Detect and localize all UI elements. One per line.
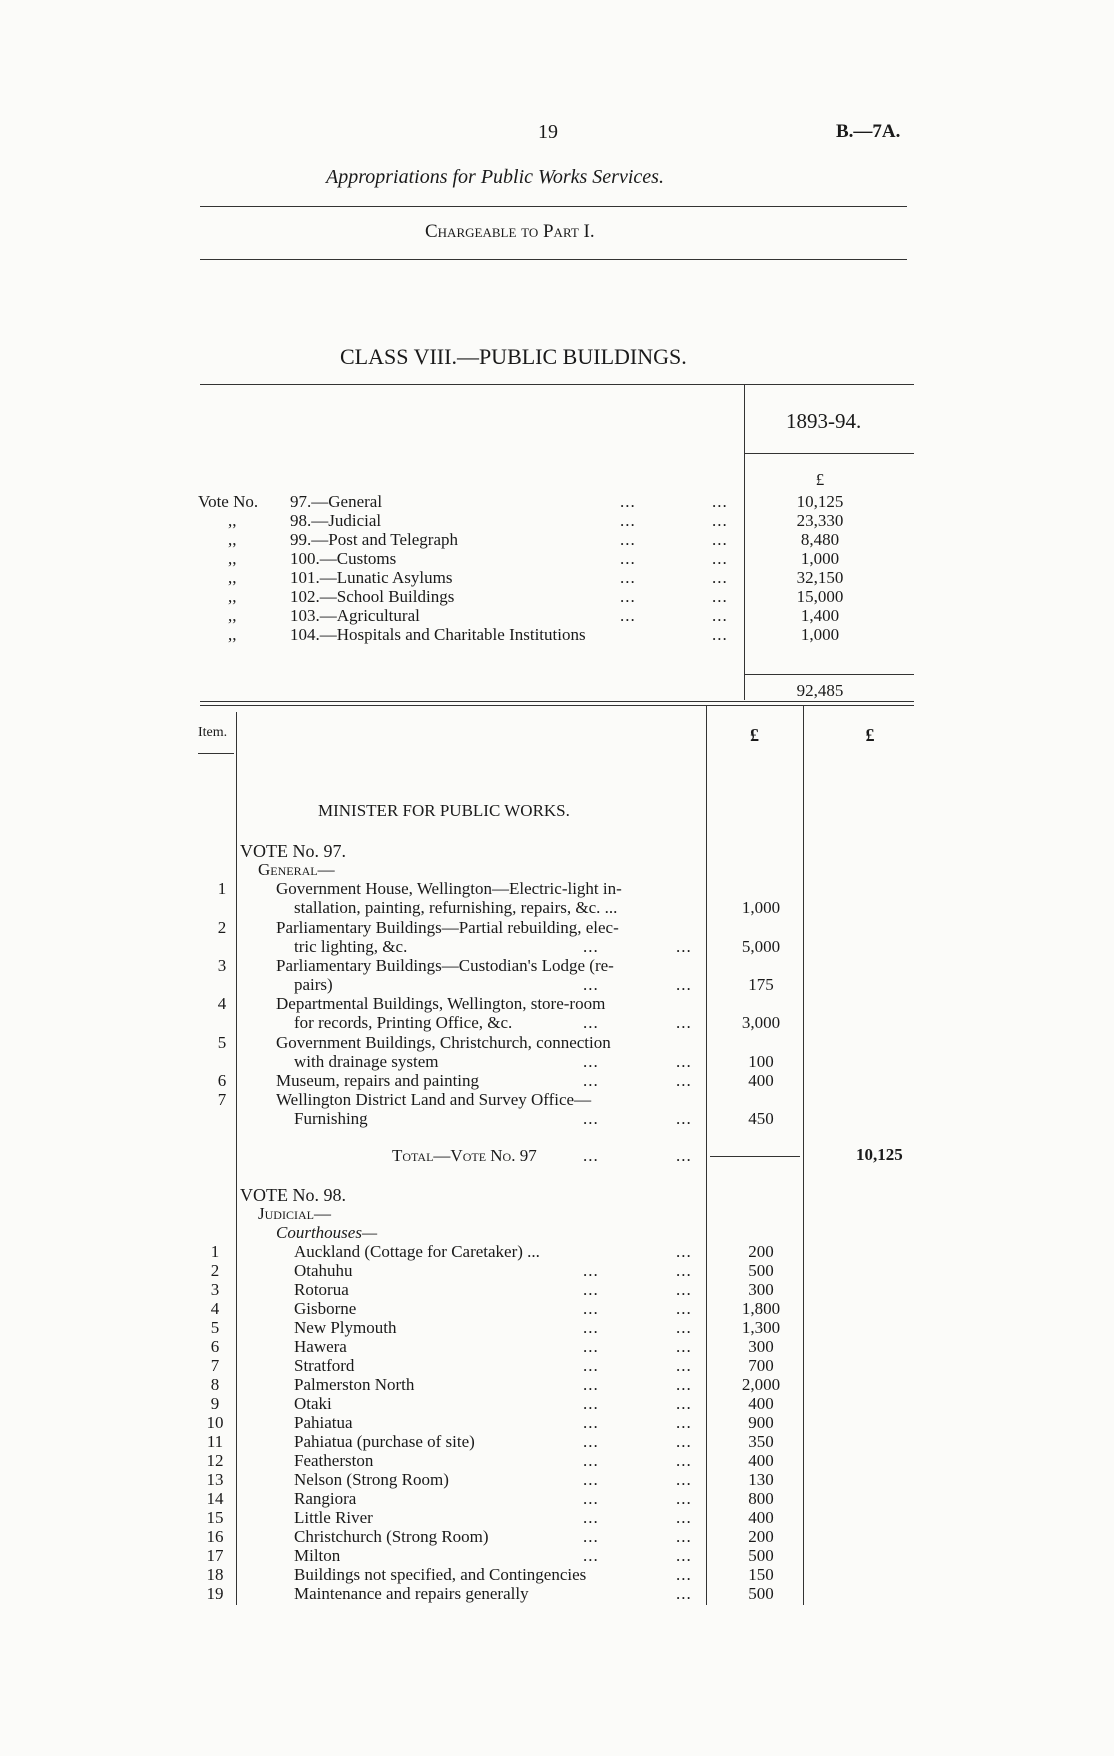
vote98-item-amount: 400 [748,1508,774,1527]
vote98-item-amount: 130 [748,1470,774,1489]
summary-row-dots: ... [712,625,728,644]
vote97-item-dots: ... [583,975,599,994]
vote98-item-number: 13 [206,1470,224,1489]
vote98-subheading: Judicial— [258,1204,331,1223]
summary-row-label: 102.—School Buildings [290,587,455,606]
summary-row-prefix: ,, [228,625,237,644]
vote98-item-dots: ... [676,1261,692,1280]
vote97-subheading: General— [258,860,335,879]
vote98-item-dots: ... [583,1546,599,1565]
vote98-item-dots: ... [676,1394,692,1413]
document-ref: B.—7A. [836,121,901,142]
vote97-item-amount: 5,000 [741,937,781,956]
summary-row-dots: ... [620,511,636,530]
summary-row-dots: ... [712,549,728,568]
summary-row-dots: ... [712,606,728,625]
vote98-item-number: 17 [206,1546,224,1565]
page-title: Appropriations for Public Works Services. [326,166,664,188]
vote98-item-number: 15 [206,1508,224,1527]
summary-currency: £ [815,470,825,489]
vote97-item-description-cont: for records, Printing Office, &c. [294,1013,513,1032]
vote97-item-amount: 175 [748,975,774,994]
vote98-item-number: 6 [210,1337,220,1356]
summary-row-prefix: ,, [228,511,237,530]
item-column-divider [236,712,237,1605]
vote98-item-number: 18 [206,1565,224,1584]
summary-row-prefix: ,, [228,549,237,568]
vote98-item-dots: ... [676,1432,692,1451]
vote98-item-description: Auckland (Cottage for Caretaker) ... [294,1242,540,1261]
vote98-item-amount: 300 [748,1280,774,1299]
col2-currency: £ [865,725,875,745]
vote98-item-description: Gisborne [294,1299,357,1318]
vote98-item-number: 8 [210,1375,220,1394]
summary-row-label: 99.—Post and Telegraph [290,530,458,549]
vote97-item-number: 2 [217,918,227,937]
header-rule-bottom [200,259,907,260]
vote98-item-description: Nelson (Strong Room) [294,1470,449,1489]
vote98-item-number: 16 [206,1527,224,1546]
vote97-item-dots: ... [676,975,692,994]
vote98-item-description: Featherston [294,1451,374,1470]
vote98-item-amount: 150 [748,1565,774,1584]
vote98-item-amount: 200 [748,1527,774,1546]
vote98-item-dots: ... [676,1451,692,1470]
vote98-item-amount: 2,000 [741,1375,781,1394]
vote98-item-number: 14 [206,1489,224,1508]
vote97-item-number: 6 [217,1071,227,1090]
vote97-item-dots: ... [676,1052,692,1071]
summary-rule-bottom [200,701,914,702]
vote98-item-number: 4 [210,1299,220,1318]
vote98-item-description: Christchurch (Strong Room) [294,1527,489,1546]
summary-row-dots: ... [620,568,636,587]
vote98-item-number: 7 [210,1356,220,1375]
vote97-item-dots: ... [583,1013,599,1032]
summary-row-amount: 1,400 [800,606,840,625]
vote98-item-description: Otaki [294,1394,332,1413]
summary-row-amount: 1,000 [800,625,840,644]
amount1-left-divider [706,705,707,1605]
vote97-item-amount: 1,000 [741,898,781,917]
vote98-item-amount: 700 [748,1356,774,1375]
amount1-right-divider [803,705,804,1605]
summary-row-amount: 8,480 [800,530,840,549]
summary-row-prefix: ,, [228,530,237,549]
vote97-item-number: 3 [217,956,227,975]
vote98-item-dots: ... [583,1261,599,1280]
summary-row-amount: 10,125 [796,492,844,511]
vote98-item-description: Rotorua [294,1280,349,1299]
vote98-item-dots: ... [676,1489,692,1508]
vote98-heading: VOTE No. 98. [240,1185,346,1205]
summary-year-rule [744,453,914,454]
vote98-item-dots: ... [583,1356,599,1375]
vote97-item-description-cont: tric lighting, &c. [294,937,408,956]
vote97-item-dots: ... [583,937,599,956]
vote98-item-dots: ... [583,1280,599,1299]
summary-row-prefix: Vote No. [198,492,259,511]
vote98-item-dots: ... [583,1375,599,1394]
vote98-item-amount: 200 [748,1242,774,1261]
vote97-item-dots: ... [583,1052,599,1071]
summary-row-prefix: ,, [228,568,237,587]
summary-total-rule [744,674,914,675]
vote97-item-amount: 450 [748,1109,774,1128]
vote98-item-amount: 500 [748,1261,774,1280]
vote97-item-description: Government House, Wellington—Electric-light in- [276,879,622,898]
vote97-item-dots: ... [676,1013,692,1032]
header-rule-top [200,206,907,207]
summary-row-dots: ... [712,568,728,587]
vote98-item-amount: 500 [748,1546,774,1565]
vote98-item-description: Milton [294,1546,341,1565]
vote97-item-amount: 400 [748,1071,774,1090]
vote98-item-description: Stratford [294,1356,355,1375]
vote97-item-number: 4 [217,994,227,1013]
vote98-item-description: Hawera [294,1337,347,1356]
summary-rule-top [200,384,914,385]
vote98-item-description: Rangiora [294,1489,357,1508]
class-heading: CLASS VIII.—PUBLIC BUILDINGS. [340,344,687,369]
summary-row-prefix: ,, [228,606,237,625]
vote97-total-rule [710,1156,800,1157]
vote98-item-description: Maintenance and repairs generally [294,1584,529,1603]
vote97-item-description: Museum, repairs and painting [276,1071,480,1090]
vote98-item-dots: ... [676,1337,692,1356]
summary-rule-bottom-double [200,705,914,706]
vote98-item-number: 11 [206,1432,224,1451]
vote97-total: 10,125 [856,1145,903,1164]
vote98-item-dots: ... [583,1413,599,1432]
vote98-item-description: Palmerston North [294,1375,415,1394]
summary-row-amount: 15,000 [796,587,844,606]
summary-row-label: 103.—Agricultural [290,606,420,625]
vote98-item-dots: ... [676,1470,692,1489]
vote97-item-dots: ... [676,937,692,956]
summary-year: 1893-94. [786,409,862,433]
vote98-item-dots: ... [676,1508,692,1527]
summary-row-label: 104.—Hospitals and Charitable Institutions [290,625,586,644]
vote98-item-amount: 300 [748,1337,774,1356]
vote98-item-description: Little River [294,1508,373,1527]
vote97-heading: VOTE No. 97. [240,841,346,861]
vote98-item-number: 10 [206,1413,224,1432]
summary-row-prefix: ,, [228,587,237,606]
vote98-item-amount: 1,300 [741,1318,781,1337]
item-header-rule [198,753,234,754]
vote98-item-number: 19 [206,1584,224,1603]
vote98-item-dots: ... [676,1318,692,1337]
summary-row-amount: 23,330 [796,511,844,530]
summary-row-dots: ... [620,587,636,606]
vote97-item-dots: ... [676,1109,692,1128]
vote98-item-dots: ... [583,1432,599,1451]
vote98-subsubheading: Courthouses— [276,1223,378,1242]
vote97-item-description: Government Buildings, Christchurch, connection [276,1033,611,1052]
vote98-item-amount: 800 [748,1489,774,1508]
summary-row-label: 97.—General [290,492,383,511]
vote98-item-description: Pahiatua (purchase of site) [294,1432,475,1451]
vote97-item-dots: ... [583,1071,599,1090]
summary-row-dots: ... [712,530,728,549]
vote97-item-number: 1 [217,879,227,898]
summary-row-dots: ... [712,492,728,511]
vote97-item-number: 5 [217,1033,227,1052]
vote98-item-description: Buildings not specified, and Contingencies [294,1565,587,1584]
summary-row-dots: ... [620,606,636,625]
vote98-item-dots: ... [583,1299,599,1318]
summary-row-label: 100.—Customs [290,549,397,568]
vote98-item-number: 12 [206,1451,224,1470]
page-number: 19 [538,121,558,143]
vote98-item-dots: ... [676,1299,692,1318]
vote98-item-dots: ... [676,1565,692,1584]
summary-row-label: 101.—Lunatic Asylums [290,568,453,587]
vote97-item-dots: ... [583,1109,599,1128]
vote98-item-number: 3 [210,1280,220,1299]
page-subtitle: Chargeable to Part I. [425,221,595,242]
vote98-item-amount: 400 [748,1394,774,1413]
vote98-item-amount: 350 [748,1432,774,1451]
vote98-item-dots: ... [583,1394,599,1413]
vote98-item-number: 1 [210,1242,220,1261]
vote98-item-number: 2 [210,1261,220,1280]
summary-row-dots: ... [620,549,636,568]
vote97-item-amount: 3,000 [741,1013,781,1032]
vote97-total-label: Total—Vote No. 97 [392,1146,537,1165]
vote97-total-dots-b: ... [676,1146,692,1165]
vote98-item-dots: ... [676,1375,692,1394]
item-header: Item. [198,725,228,740]
vote98-item-dots: ... [676,1527,692,1546]
minister-heading: MINISTER FOR PUBLIC WORKS. [318,801,570,820]
vote98-item-number: 9 [210,1394,220,1413]
summary-row-dots: ... [712,511,728,530]
summary-column-divider [744,384,745,700]
vote98-item-description: Otahuhu [294,1261,353,1280]
col1-currency: £ [750,725,759,745]
vote98-item-dots: ... [583,1451,599,1470]
vote98-item-dots: ... [583,1489,599,1508]
summary-row-dots: ... [620,492,636,511]
vote98-item-amount: 500 [748,1584,774,1603]
vote98-item-dots: ... [583,1470,599,1489]
vote98-item-dots: ... [583,1318,599,1337]
vote98-item-description: New Plymouth [294,1318,397,1337]
vote97-item-description-cont: pairs) [294,975,333,994]
vote98-item-dots: ... [676,1413,692,1432]
vote98-item-dots: ... [676,1280,692,1299]
summary-row-amount: 1,000 [800,549,840,568]
summary-row-dots: ... [620,530,636,549]
vote97-item-amount: 100 [748,1052,774,1071]
summary-row-label: 98.—Judicial [290,511,382,530]
vote97-item-description-cont: with drainage system [294,1052,439,1071]
vote98-item-number: 5 [210,1318,220,1337]
vote97-item-description-cont: stallation, painting, refurnishing, repairs, &c. ... [294,898,618,917]
vote98-item-amount: 900 [748,1413,774,1432]
vote98-item-dots: ... [583,1527,599,1546]
vote97-item-description: Parliamentary Buildings—Partial rebuilding, elec- [276,918,619,937]
vote97-item-description-cont: Furnishing [294,1109,368,1128]
vote98-item-amount: 1,800 [741,1299,781,1318]
vote97-item-number: 7 [217,1090,227,1109]
vote98-item-amount: 400 [748,1451,774,1470]
vote98-item-dots: ... [676,1242,692,1261]
vote98-item-description: Pahiatua [294,1413,353,1432]
vote98-item-dots: ... [583,1337,599,1356]
summary-total: 92,485 [796,681,844,700]
vote97-item-description: Departmental Buildings, Wellington, store-room [276,994,606,1013]
vote97-item-description: Wellington District Land and Survey Office— [276,1090,592,1109]
vote98-item-dots: ... [676,1546,692,1565]
vote98-item-dots: ... [676,1584,692,1603]
summary-row-dots: ... [712,587,728,606]
vote97-item-dots: ... [676,1071,692,1090]
vote98-item-dots: ... [583,1508,599,1527]
vote98-item-dots: ... [676,1356,692,1375]
summary-row-amount: 32,150 [796,568,844,587]
vote97-total-dots-a: ... [583,1146,599,1165]
vote97-item-description: Parliamentary Buildings—Custodian's Lodge (re- [276,956,614,975]
